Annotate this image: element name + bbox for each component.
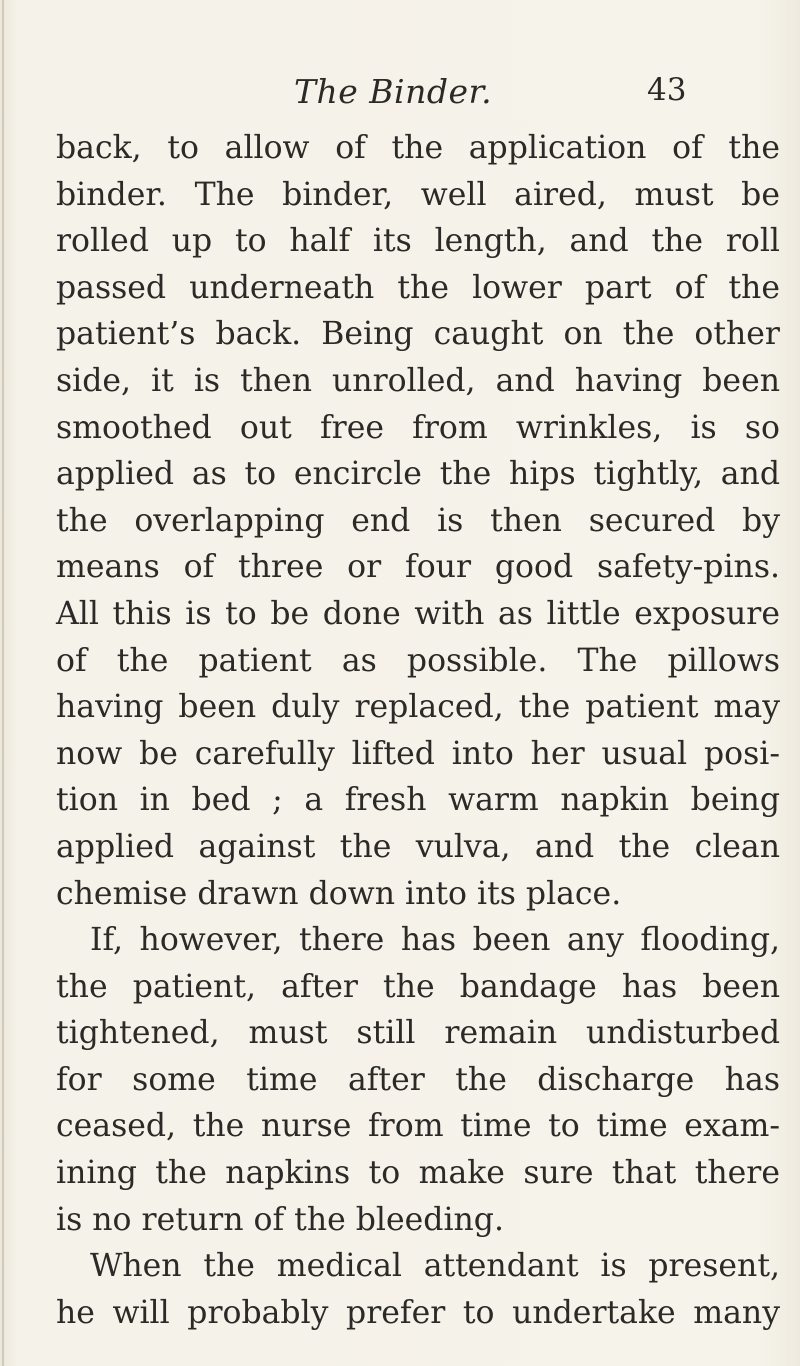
text-line: the patient, after the bandage has been: [56, 968, 780, 1005]
text-line: ceased, the nurse from time to time exam-: [56, 1108, 780, 1145]
text-line: is no return of the bleeding.: [56, 1201, 504, 1238]
text-line: tightened, must still remain undisturbed: [56, 1015, 780, 1052]
text-line: chemise drawn down into its place.: [56, 875, 622, 912]
text-line: for some time after the discharge has: [56, 1061, 780, 1098]
text-line: passed underneath the lower part of the: [56, 269, 780, 306]
text-line: applied against the vulva, and the clean: [56, 828, 780, 865]
text-line: rolled up to half its length, and the roll: [56, 223, 780, 260]
text-line: the overlapping end is then secured by: [56, 502, 780, 539]
text-line: means of three or four good safety-pins.: [56, 549, 780, 586]
text-line: side, it is then unrolled, and having been: [56, 362, 780, 399]
text-line: applied as to encircle the hips tightly, and: [56, 456, 780, 493]
running-title: The Binder.: [294, 72, 493, 111]
text-line: having been duly replaced, the patient may: [56, 689, 780, 726]
text-line: he will probably prefer to undertake many: [56, 1294, 780, 1331]
text-line: back, to allow of the application of the: [56, 130, 780, 166]
text-line: of the patient as possible. The pillows: [56, 642, 780, 679]
text-line: smoothed out free from wrinkles, is so: [56, 409, 780, 446]
text-line: When the medical attendant is present,: [90, 1248, 780, 1285]
text-line: If, however, there has been any flooding,: [90, 922, 780, 959]
text-line: now be carefully lifted into her usual posi-: [56, 735, 780, 772]
text-line: binder. The binder, well aired, must be: [56, 176, 780, 213]
text-line: patient’s back. Being caught on the other: [56, 316, 780, 353]
text-line: tion in bed ; a fresh warm napkin being: [56, 782, 780, 819]
text-line: ining the napkins to make sure that there: [56, 1155, 780, 1192]
page-number: 43: [647, 72, 687, 108]
page-gutter: [2, 0, 4, 1366]
running-head: [0, 72, 800, 112]
text-line: All this is to be done with as little exposure: [56, 595, 780, 632]
body-text: [56, 125, 780, 1336]
